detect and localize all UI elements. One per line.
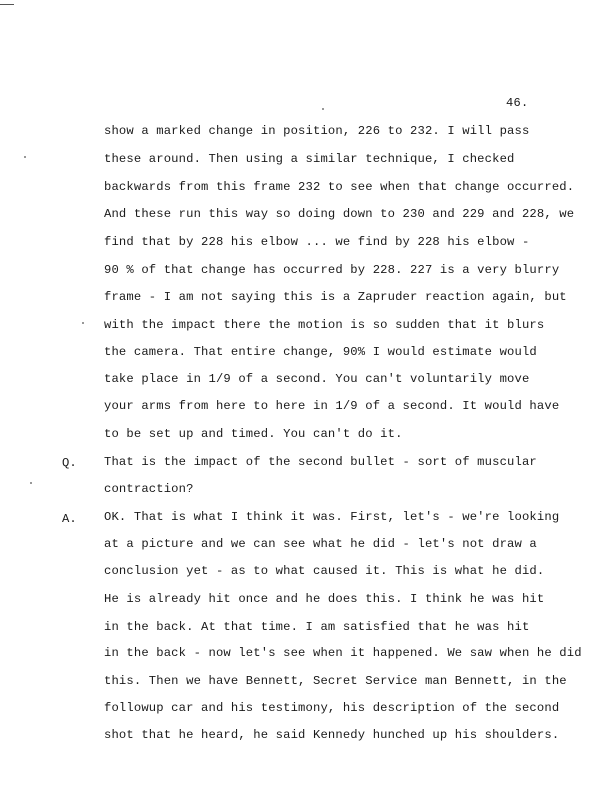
text-line: take place in 1/9 of a second. You can't voluntarily move (104, 372, 530, 386)
text-line: to be set up and timed. You can't do it. (104, 427, 403, 441)
text-line: with the impact there the motion is so sudden that it blurs (104, 318, 545, 332)
scan-speck (322, 108, 324, 110)
text-line: show a marked change in position, 226 to 232. I will pass (104, 124, 530, 138)
text-line: And these run this way so doing down to 230 and 229 and 228, we (104, 207, 575, 221)
question-line: That is the impact of the second bullet - sort of muscular (104, 455, 537, 469)
text-line: 90 % of that change has occurred by 228. 227 is a very blurry (104, 263, 560, 277)
answer-line: OK. That is what I think it was. First, let's - we're looking (104, 510, 560, 524)
question-label: Q. (62, 456, 77, 470)
text-line: these around. Then using a similar technique, I checked (104, 152, 515, 166)
scan-speck (30, 482, 32, 484)
answer-line: this. Then we have Bennett, Secret Service man Bennett, in the (104, 674, 567, 688)
answer-line: in the back - now let's see when it happened. We saw when he did (104, 646, 582, 660)
scan-mark (0, 4, 14, 5)
text-line: the camera. That entire change, 90% I would estimate would (104, 345, 537, 359)
page-number: 46. (506, 96, 529, 110)
text-line: find that by 228 his elbow ... we find by 228 his elbow - (104, 235, 530, 249)
answer-line: in the back. At that time. I am satisfied that he was hit (104, 620, 530, 634)
answer-line: at a picture and we can see what he did - let's not draw a (104, 537, 537, 551)
question-line: contraction? (104, 482, 194, 496)
scan-speck (24, 156, 26, 158)
answer-label: A. (62, 512, 77, 526)
text-line: frame - I am not saying this is a Zapruder reaction again, but (104, 290, 567, 304)
answer-line: conclusion yet - as to what caused it. This is what he did. (104, 564, 545, 578)
text-line: backwards from this frame 232 to see when that change occurred. (104, 180, 575, 194)
answer-line: shot that he heard, he said Kennedy hunched up his shoulders. (104, 728, 560, 742)
answer-line: followup car and his testimony, his description of the second (104, 701, 560, 715)
scan-speck (82, 322, 84, 324)
answer-line: He is already hit once and he does this. I think he was hit (104, 592, 545, 606)
text-line: your arms from here to here in 1/9 of a second. It would have (104, 399, 560, 413)
